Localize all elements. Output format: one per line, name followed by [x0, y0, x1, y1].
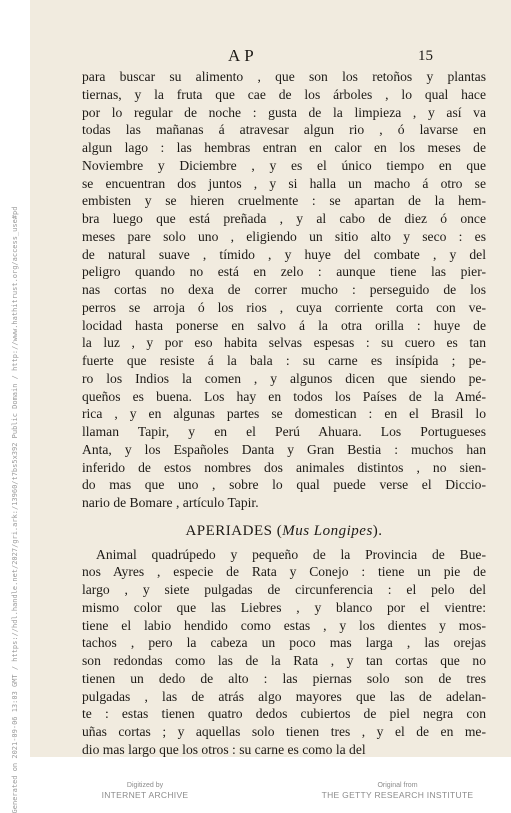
entry-heading-latin-name: Mus Longipes: [282, 522, 373, 539]
text-line: locidad hasta ponerse en salvo á la otra orilla : huye de: [82, 317, 486, 333]
text-line: queños es buena. Los hay en todos los Países de la Amé-: [82, 388, 486, 404]
text-line: todas las mañanas á atravesar algun rio , ó lavarse en: [82, 122, 486, 138]
text-line: embisten y se hieren cruelmente : se apartan de la hem-: [82, 193, 486, 209]
text-line: tienen un dedo de alto : las piernas solo son de tres: [82, 670, 486, 686]
entry-heading-aperiades: [82, 523, 486, 541]
text-line: nos Ayres , especie de Rata y Conejo : tiene un pie de: [82, 564, 486, 580]
text-line: peligro quando no está en zelo : aunque tiene las pier-: [82, 264, 486, 280]
text-line: son redondas como las de la Rata , y tan cortas que no: [82, 653, 486, 668]
text-line: largo , y siete pulgadas de circunferencia : el pelo del: [82, 582, 486, 597]
text-line: por lo regular de noche : gusta de la limpieza , y así va: [82, 104, 486, 120]
text-line: para buscar su alimento , que son los retoños y plantas: [82, 69, 486, 84]
scanned-page: [30, 0, 511, 757]
running-head: [30, 46, 511, 68]
text-line: pulgadas , las de atrás algo mayores que las de adelan-: [82, 688, 486, 704]
entry-heading-close: ).: [372, 522, 383, 539]
text-line: tiene el labio hendido como estas , y los dientes y mos-: [82, 617, 486, 633]
paragraph-tapir-continued: [82, 68, 486, 512]
text-line: do mas que uno , sobre lo qual puede verse el Diccio-: [82, 477, 486, 493]
text-line: Animal quadrúpedo y pequeño de la Provincia de Bue-: [96, 546, 486, 562]
text-line: meses pare solo uno , eligiendo un sitio alto y seco : es: [82, 228, 486, 244]
body-text: [82, 68, 486, 776]
text-line: uñas cortas ; y aquellas solo tienen tres , y el de en me-: [82, 724, 486, 739]
text-line: mismo color que las Liebres , y blanco por el vientre:: [82, 599, 486, 615]
text-line: se encuentran dos juntos , y si halla un macho á otro se: [82, 175, 486, 191]
text-line: tachos , pero la cabeza un poco mas larga , las orejas: [82, 635, 486, 651]
text-line: de natural suave , tímido , y huye del combate , y del: [82, 246, 486, 262]
footer-right-big: THE GETTY RESEARCH INSTITUTE: [321, 790, 474, 800]
footer-right-small: Original from: [377, 782, 418, 789]
text-line: la luz , y por eso habita selvas espesas : su cuero es tan: [82, 335, 486, 351]
text-line: Noviembre y Diciembre , y es el único tiempo en que: [82, 157, 486, 173]
text-line: bra luego que está preñada , y al cabo de diez ó once: [82, 211, 486, 226]
paragraph-aperiades: [82, 546, 486, 759]
running-head-title: AP: [228, 46, 258, 65]
text-line: algun lago : las hembras entran en calor en los meses de: [82, 140, 486, 155]
entry-heading-title: APERIADES (: [185, 522, 283, 539]
footer-original-from: [310, 781, 485, 801]
footer-left-big: INTERNET ARCHIVE: [101, 790, 189, 800]
text-line: llaman Tapir, y en el Perú Ahuara. Los Portugueses: [82, 424, 486, 439]
text-line: ro los Indios la comen , y algunos dicen que siendo pe-: [82, 370, 486, 386]
text-line: fuerte que resiste á la bala : su carne es insípida ; pe-: [82, 353, 486, 368]
text-line: perros se arroja ó los rios , cuya corriente corta con ve-: [82, 299, 486, 315]
watermark-text: Generated on 2021-09-06 13:03 GMT / https://hdl.handle.net/2027/gri.ark:/13960/t7bs5x392 Public Domain / http://www.hathitrust.org/access_use#pd: [11, 206, 19, 813]
text-line: te : estas tienen quatro dedos cubiertos de piel negra con: [82, 706, 486, 722]
text-line: tiernas, y la fruta que cae de los árboles , lo qual hace: [82, 86, 486, 102]
footer: [30, 757, 511, 800]
text-line: nas cortas no dexa de correr mucho : perseguido de los: [82, 282, 486, 297]
text-line: dio mas largo que los otros : su carne es como la del: [82, 741, 366, 757]
text-line: nario de Bomare , artículo Tapir.: [82, 495, 259, 510]
text-line: Anta, y los Españoles Danta y Gran Bestia : muchos han: [82, 441, 486, 457]
hathitrust-watermark: [1, 206, 30, 813]
footer-left-small: Digitized by: [126, 782, 164, 789]
page-number: 15: [418, 48, 433, 64]
footer-digitized-by: [90, 781, 200, 801]
text-line: inferido de estos nombres dos animales distintos , no sien-: [82, 459, 486, 475]
text-line: rica , y en algunas partes se domestican : en el Brasil lo: [82, 406, 486, 422]
